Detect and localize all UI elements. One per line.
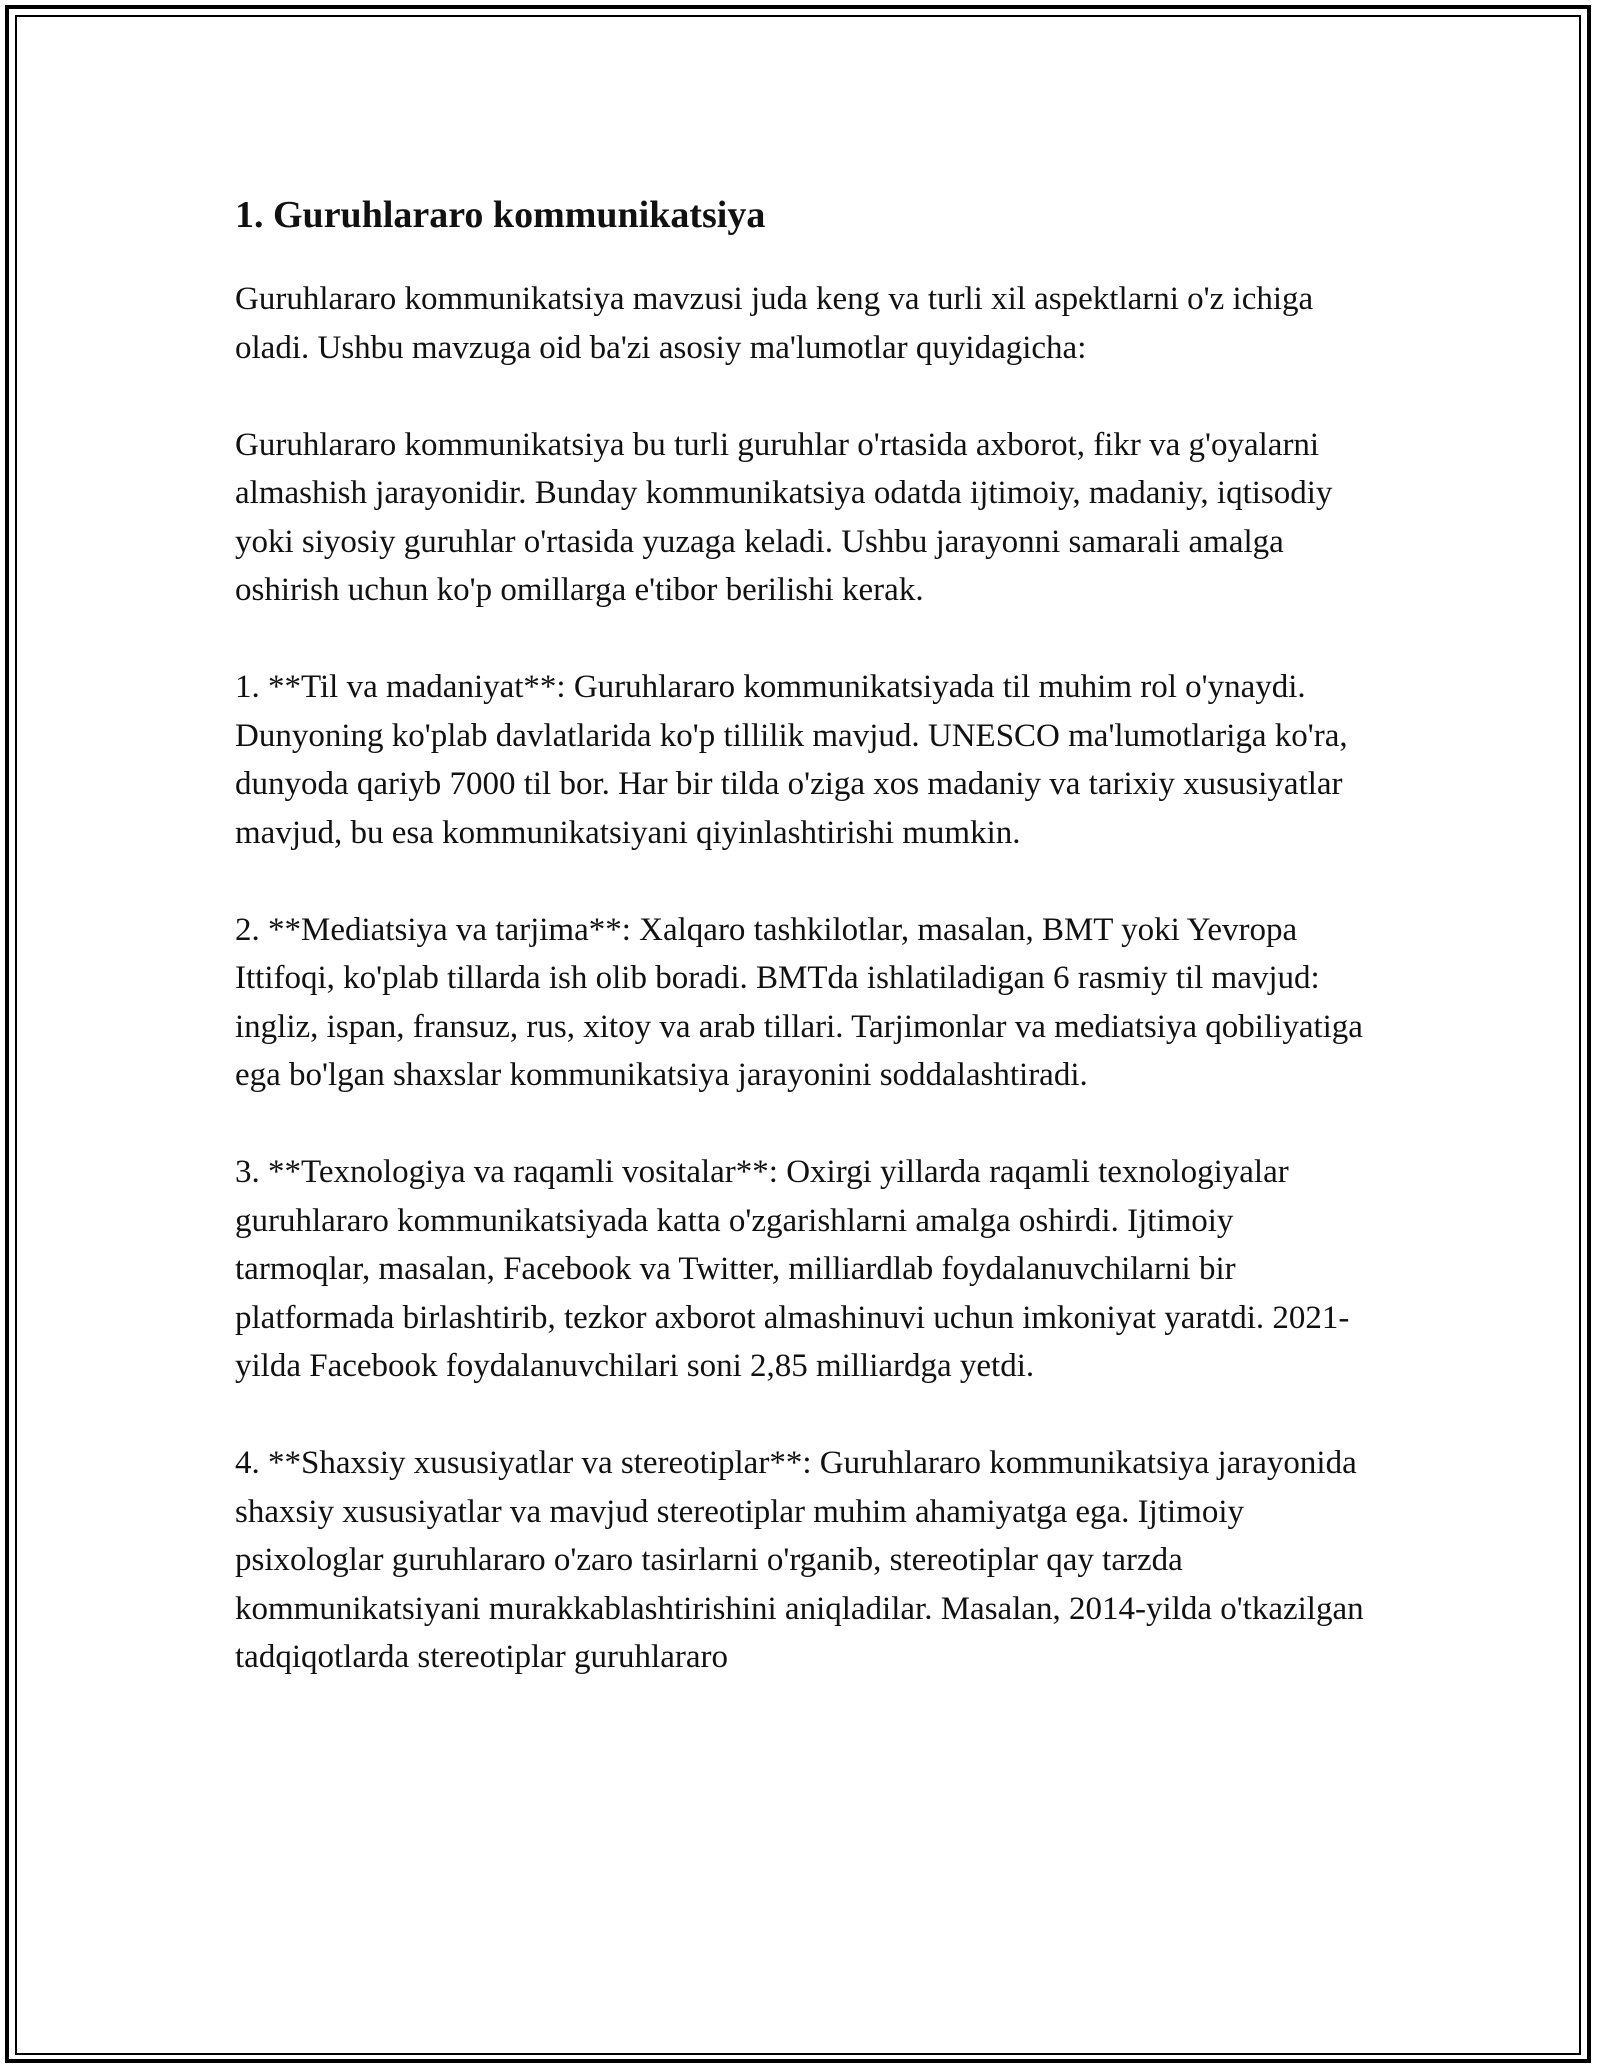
paragraph-definition: Guruhlararo kommunikatsiya bu turli guruhlar o'rtasida axborot, fikr va g'oyalarni almashish jarayonidir. Bunday kommunikatsiya odatda ijtimoiy, madaniy, iqtisodiy yoki siyosiy guruhlar o'rtasida yuzaga keladi. Ushbu jarayonni samarali amalga oshirish uchun ko'p omillarga e'tibor berilishi kerak.: [235, 426, 1333, 608]
document-body: [235, 185, 1375, 1682]
paragraph-mediation-translation: 2. **Mediatsiya va tarjima**: Xalqaro tashkilotlar, masalan, BMT yoki Yevropa Ittifoqi, ko'plab tillarda ish olib boradi. BMTda ishlatiladigan 6 rasmiy til mavjud: ingliz, ispan, fransuz, rus, xitoy va arab tillari. Tarjimonlar va mediatsiya qobiliyatiga ega bo'lgan shaxslar kommunikatsiya jarayonini soddalashtiradi.: [235, 911, 1363, 1093]
paragraph-technology: 3. **Texnologiya va raqamli vositalar**: Oxirgi yillarda raqamli texnologiyalar guruhlararo kommunikatsiyada katta o'zgarishlarni amalga oshirdi. Ijtimoiy tarmoqlar, masalan, Facebook va Twitter, milliardlab foydalanuvchilarni bir platformada birlashtirib, tezkor axborot almashinuvi uchun imkoniyat yaratdi. 2021-yilda Facebook foydalanuvchilari soni 2,85 milliardga yetdi.: [235, 1154, 1350, 1384]
paragraph-stereotypes: 4. **Shaxsiy xususiyatlar va stereotiplar**: Guruhlararo kommunikatsiya jarayonida shaxsiy xususiyatlar va mavjud stereotiplar muhim ahamiyatga ega. Ijtimoiy psixologlar guruhlararo o'zaro tasirlarni o'rganib, stereotiplar qay tarzda kommunikatsiyani murakkablashtirishini aniqladilar. Masalan, 2014-yilda o'tkazilgan tadqiqotlarda stereotiplar guruhlararo: [235, 1445, 1364, 1675]
paragraph-intro: Guruhlararo kommunikatsiya mavzusi juda keng va turli xil aspektlarni o'z ichiga oladi. Ushbu mavzuga oid ba'zi asosiy ma'lumotlar quyidagicha:: [235, 281, 1314, 366]
paragraph-language-culture: 1. **Til va madaniyat**: Guruhlararo kommunikatsiyada til muhim rol o'ynaydi. Dunyoning ko'plab davlatlarida ko'p tillilik mavjud. UNESCO ma'lumotlariga ko'ra, dunyoda qariyb 7000 til bor. Har bir tilda o'ziga xos madaniy va tarixiy xususiyatlar mavjud, bu esa kommunikatsiyani qiyinlashtirishi mumkin.: [235, 669, 1348, 851]
document-title: 1. Guruhlararo kommunikatsiya: [235, 194, 766, 236]
